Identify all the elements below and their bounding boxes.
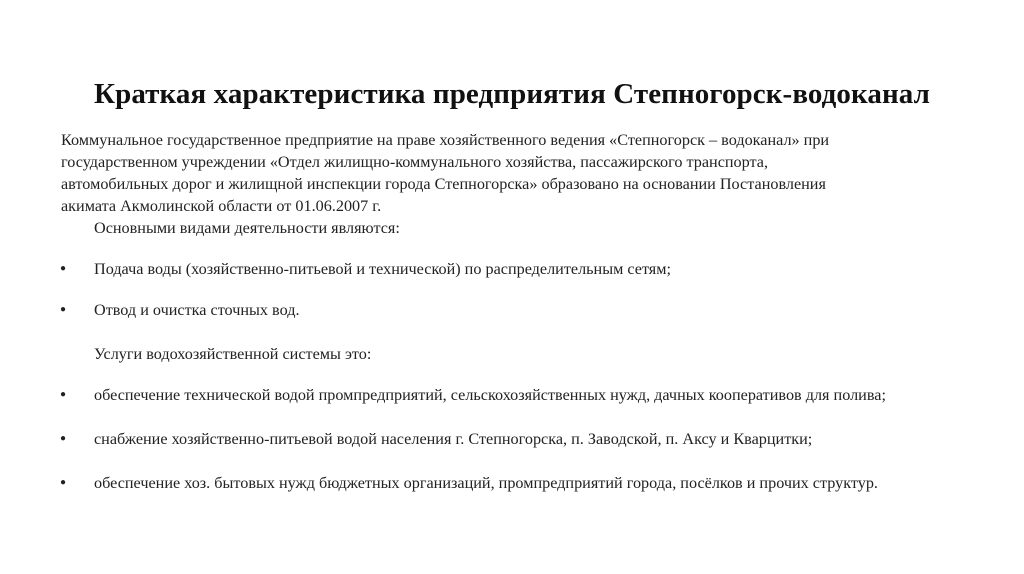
intro-line: акимата Акмолинской области от 01.06.2007 г. [61, 197, 382, 215]
activities-heading: Основными видами деятельности являются: [94, 219, 400, 237]
list-item-text: обеспечение хоз. бытовых нужд бюджетных организаций, промпредприятий города, посёлков и прочих структур. [94, 474, 878, 492]
list-item [61, 299, 966, 321]
list-item [61, 384, 966, 406]
intro-paragraph [61, 129, 966, 217]
list-item-text: снабжение хозяйственно-питьевой водой населения г. Степногорска, п. Заводской, п. Аксу и Кварцитки; [94, 430, 813, 448]
list-item [61, 258, 966, 280]
list-item-text: обеспечение технической водой промпредприятий, сельскохозяйственных нужд, дачных кооперативов для полива; [94, 386, 886, 404]
slide-body [61, 129, 966, 494]
list-item [61, 428, 966, 450]
bullet-icon: ● [60, 477, 67, 488]
activities-list [61, 258, 966, 321]
intro-line: Коммунальное государственное предприятие на праве хозяйственного ведения «Степногорск – водоканал» при [61, 131, 830, 149]
bullet-icon: ● [60, 389, 67, 400]
services-list [61, 384, 966, 494]
services-heading: Услуги водохозяйственной системы это: [94, 345, 372, 363]
intro-line: государственном учреждении «Отдел жилищно-коммунального хозяйства, пассажирского транспорта, [61, 153, 769, 171]
bullet-icon: ● [60, 263, 67, 274]
list-item-text: Подача воды (хозяйственно-питьевой и технической) по распределительным сетям; [94, 260, 671, 278]
bullet-icon: ● [60, 304, 67, 315]
bullet-icon: ● [60, 433, 67, 444]
list-item [61, 472, 966, 494]
intro-line: автомобильных дорог и жилищной инспекции города Степногорска» образовано на основании Постановления [61, 175, 826, 193]
slide-title: Краткая характеристика предприятия Степногорск-водоканал [93, 78, 931, 110]
list-item-text: Отвод и очистка сточных вод. [94, 301, 300, 319]
